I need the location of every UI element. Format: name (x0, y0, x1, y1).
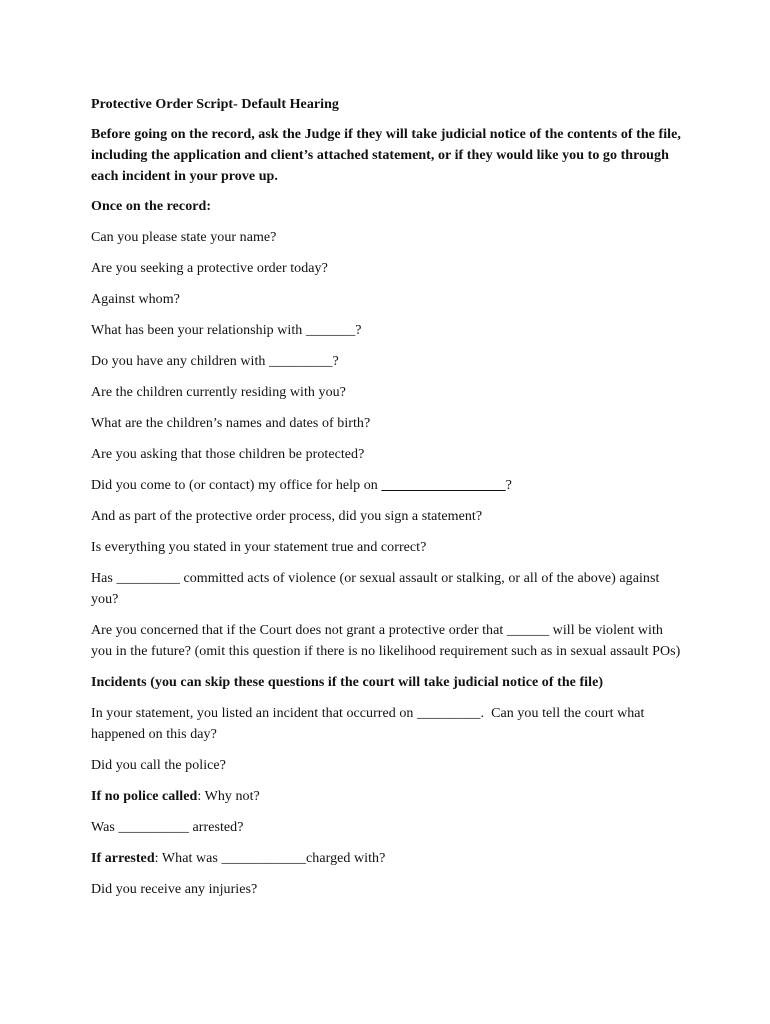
question-arrested: Was __________ arrested? (91, 820, 244, 835)
document-body (91, 94, 681, 910)
title-text: Protective Order Script- Default Hearing (91, 97, 339, 112)
question-office-help (91, 475, 681, 496)
no-police-text: : Why not? (197, 789, 260, 804)
office-question-prefix: Did you come to (or contact) my office for help on (91, 478, 382, 493)
question-injuries: Did you receive any injuries? (91, 882, 258, 897)
no-police-label: If no police called (91, 789, 198, 804)
question-children-names: What are the children’s names and dates of birth? (91, 416, 371, 431)
question-name: Can you please state your name? (91, 230, 277, 245)
question-call-police: Did you call the police? (91, 758, 226, 773)
if-arrested-label: If arrested (91, 851, 155, 866)
office-question-blank (381, 478, 505, 493)
if-arrested-text: : What was ____________charged with? (154, 851, 386, 866)
question-children-protected: Are you asking that those children be protected? (91, 447, 365, 462)
if-arrested-question (91, 848, 681, 869)
question-signed-statement: And as part of the protective order process, did you sign a statement? (91, 509, 483, 524)
incidents-heading: Incidents (you can skip these questions if the court will take judicial notice of the file) (91, 675, 604, 690)
question-children: Do you have any children with _________? (91, 354, 339, 369)
once-on-record-heading: Once on the record: (91, 199, 212, 214)
intro-paragraph: Before going on the record, ask the Judge if they will take judicial notice of the contents of the file, including the application and client’s attached statement, or if they would like you to go through each incident in your prove up. (91, 127, 681, 184)
no-police-question (91, 786, 681, 807)
question-seeking-order: Are you seeking a protective order today? (91, 261, 328, 276)
question-against-whom: Against whom? (91, 292, 180, 307)
office-question-suffix: ? (505, 478, 512, 493)
question-children-residing: Are the children currently residing with you? (91, 385, 346, 400)
question-relationship: What has been your relationship with _______? (91, 323, 362, 338)
question-statement-true: Is everything you stated in your statement true and correct? (91, 540, 427, 555)
question-future-violence: Are you concerned that if the Court does not grant a protective order that ______ will be violent with you in the future? (omit this question if there is no likelihood requirement such as in sexual assault POs) (91, 623, 681, 659)
question-acts-of-violence: Has _________ committed acts of violence (or sexual assault or stalking, or all of the above) against you? (91, 571, 660, 607)
question-incident: In your statement, you listed an incident that occurred on _________. Can you tell the court what happened on this day? (91, 706, 649, 742)
document-title (91, 94, 681, 115)
